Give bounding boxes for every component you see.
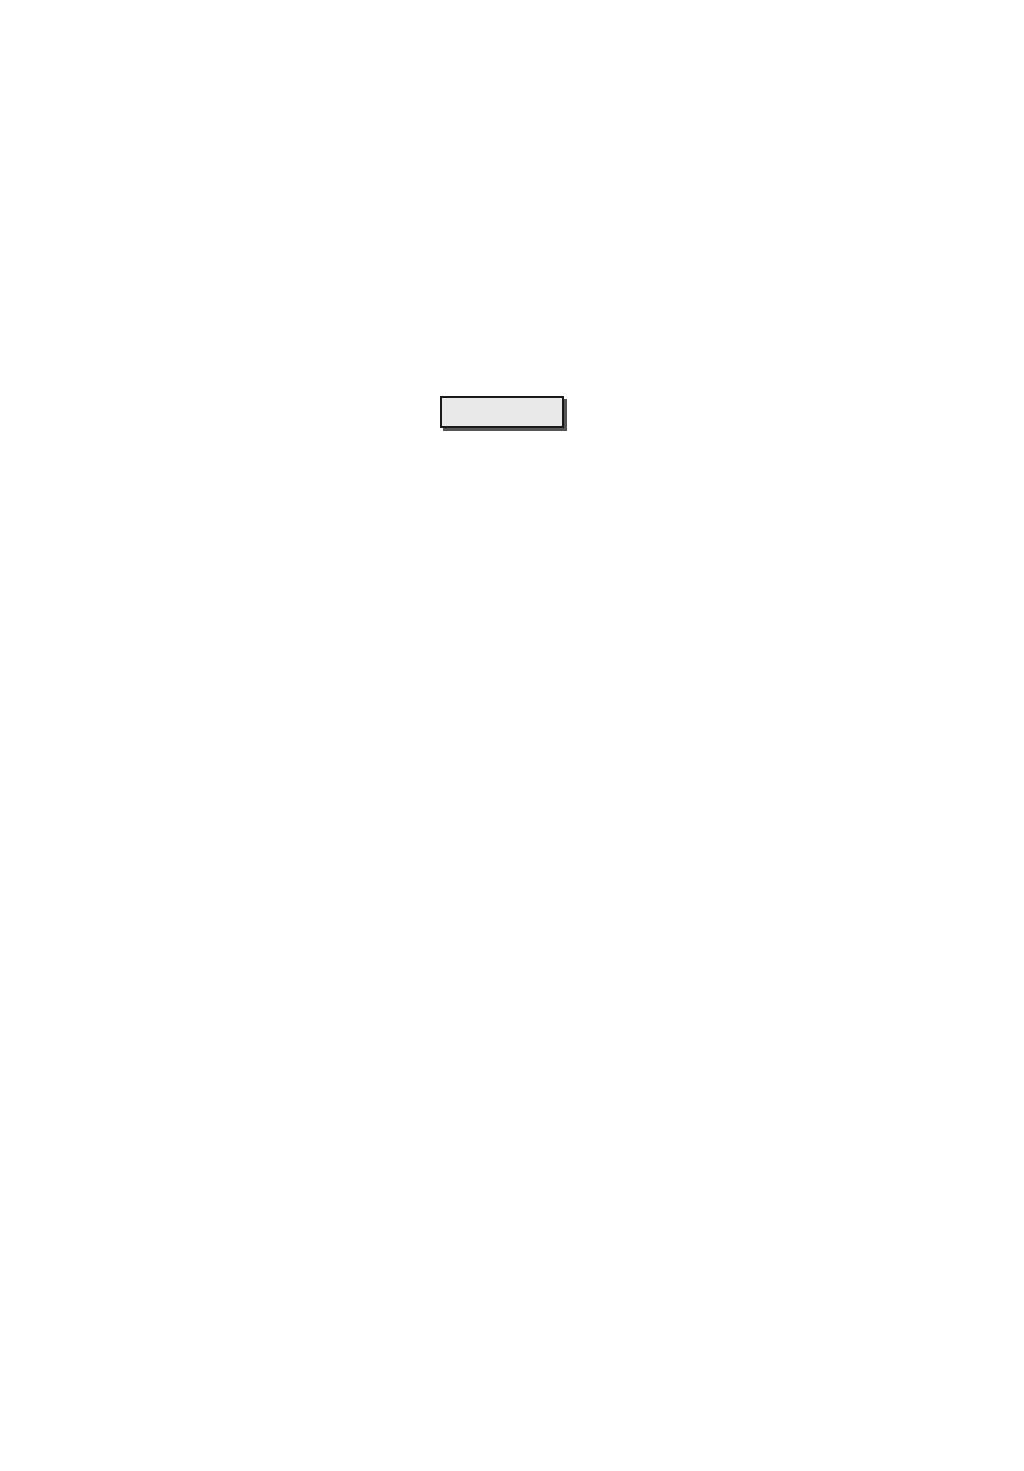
section-header	[440, 396, 564, 428]
